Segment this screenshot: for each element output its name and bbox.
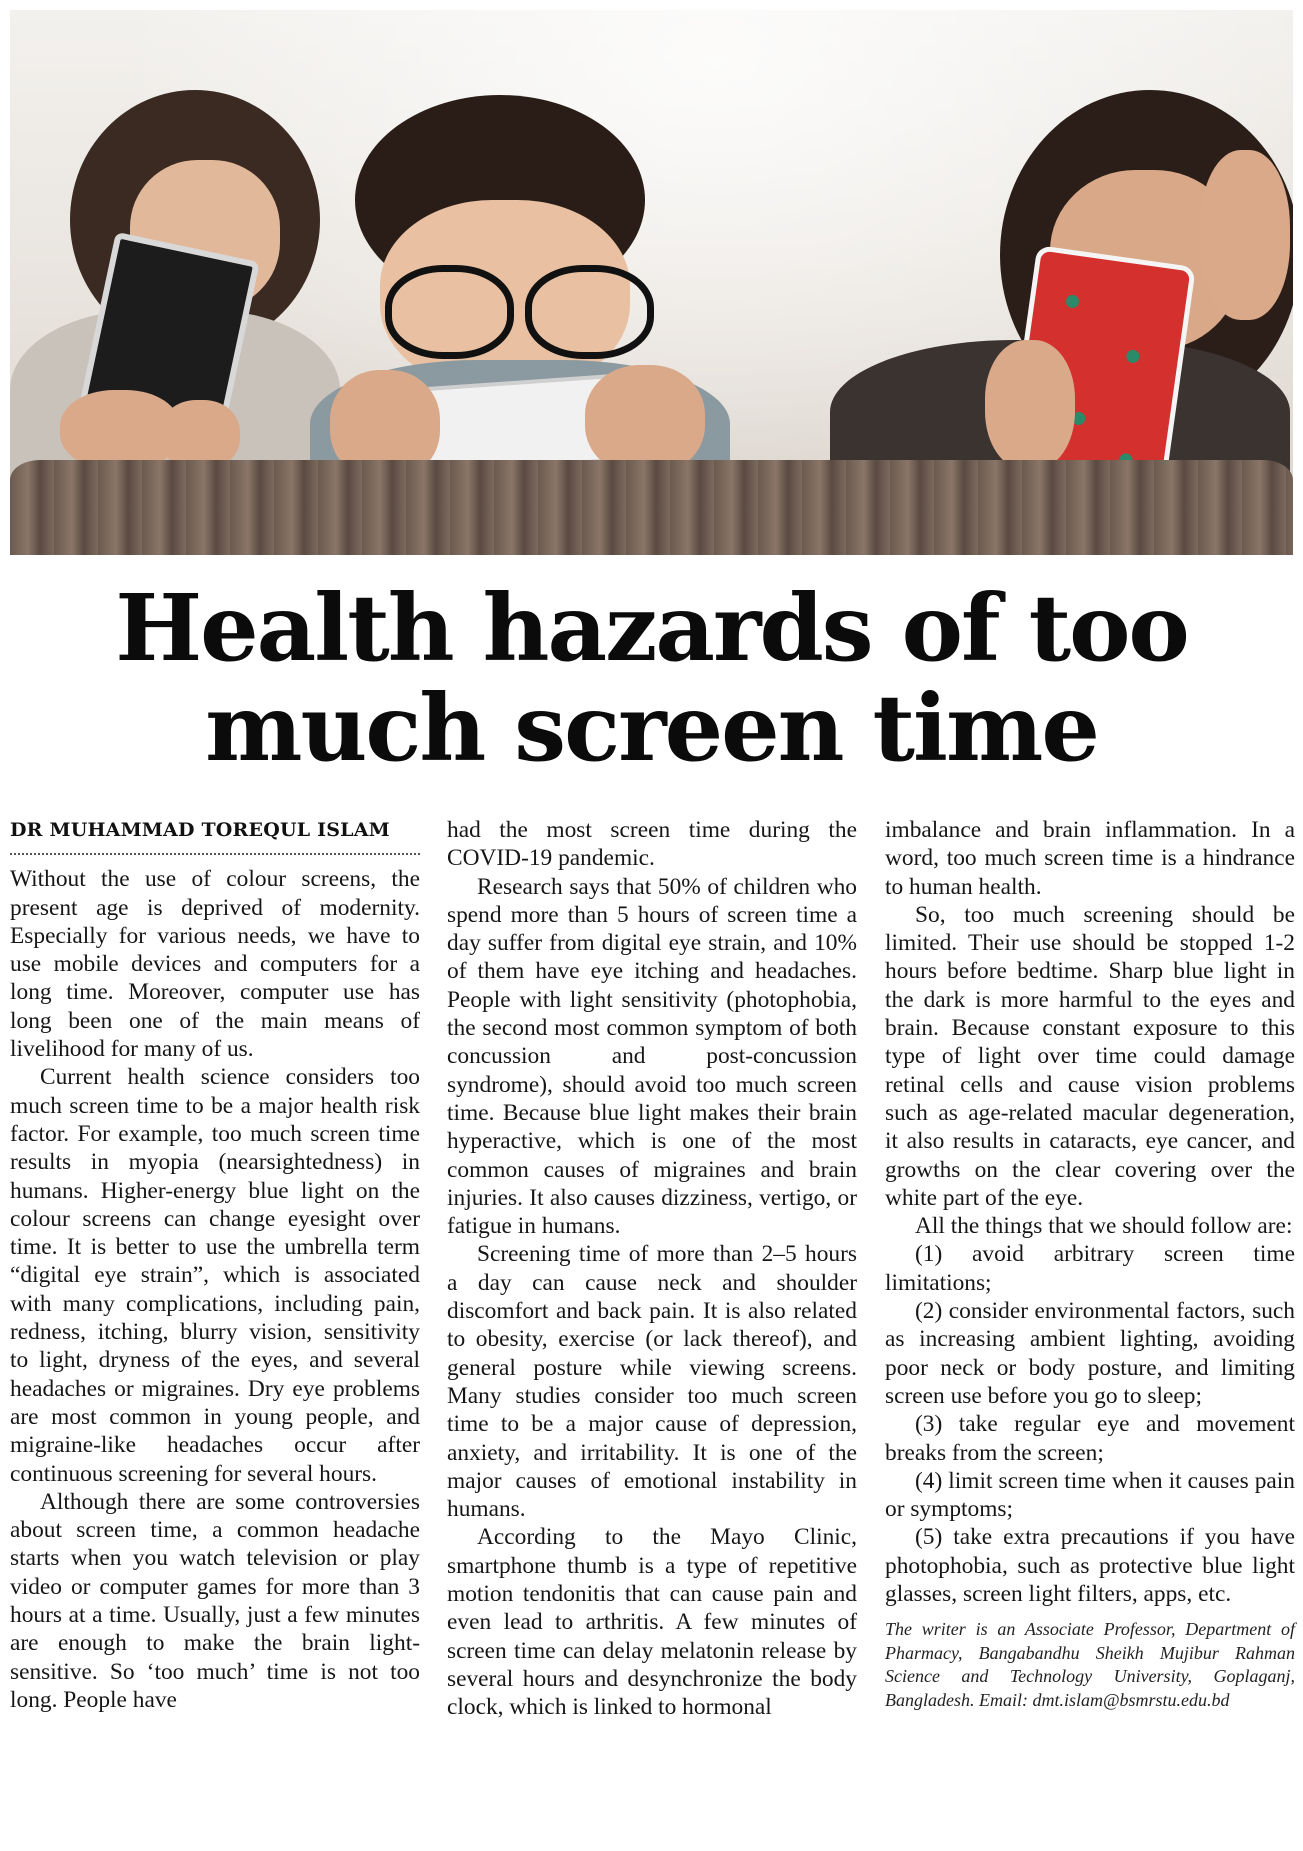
paragraph: Screening time of more than 2–5 hours a day can cause neck and shoulder discomfort and back pain. It is also related to obesity, exercise (or lack thereof), and general posture while viewing screens. Many studies consider too much screen time to be a major cause of depression, anxiety, and irritability. It is one of the major causes of emotional instability in humans. — [447, 1241, 857, 1523]
sofa-backrest — [10, 460, 1293, 555]
list-item: (1) avoid arbitrary screen time limitations; — [885, 1241, 1295, 1296]
article-column-3 — [885, 816, 1295, 1712]
hero-photo — [10, 10, 1293, 555]
paragraph: So, too much screening should be limited. Their use should be stopped 1-2 hours before bedtime. Sharp blue light in the dark is more harmful to the eyes and brain. Because constant exposure to this type of light over time could damage retinal cells and cause vision problems such as age-related macular degeneration, it also results in cataracts, eye cancer, and growths on the clear covering over the white part of the eye. — [885, 901, 1295, 1211]
list-item: (3) take regular eye and movement breaks from the screen; — [885, 1411, 1295, 1466]
headline-line-1: Health hazards of too — [115, 574, 1188, 682]
author-footnote: The writer is an Associate Professor, Department of Pharmacy, Bangabandhu Sheikh Mujibur Rahman Science and Technology University, Goplaganj, Bangladesh. Email: dmt.islam@bsmrstu.edu.bd — [885, 1619, 1295, 1710]
paragraph: Although there are some controversies about screen time, a common headache starts when you watch television or play video or computer games for more than 3 hours at a time. Usually, just a few minutes are enough to make the brain light-sensitive. So ‘too much’ time is not too long. People have — [10, 1488, 420, 1713]
paragraph: Research says that 50% of children who spend more than 5 hours of screen time a day suffer from digital eye strain, and 10% of them have eye itching and headaches. People with light sensitivity (photophobia, the second most common symptom of both concussion and post-concussion syndrome), should avoid too much screen time. Because blue light makes their brain hyperactive, which is one of the most common causes of migraines and brain injuries. It also causes dizziness, vertigo, or fatigue in humans. — [447, 873, 857, 1240]
headline-line-2: much screen time — [205, 674, 1098, 782]
byline: DR MUHAMMAD TOREQUL ISLAM — [10, 816, 420, 855]
paragraph: Without the use of colour screens, the present age is deprived of modernity. Especially for various needs, we have to use mobile devices and computers for a long time. Moreover, computer use has long been one of the main means of livelihood for many of us. — [10, 866, 420, 1063]
paragraph: had the most screen time during the COVID-19 pandemic. — [447, 817, 857, 872]
list-item: (4) limit screen time when it causes pain or symptoms; — [885, 1467, 1295, 1523]
paragraph: All the things that we should follow are: — [915, 1213, 1293, 1240]
paragraph: According to the Mayo Clinic, smartphone thumb is a type of repetitive motion tendonitis that can cause pain and even lead to arthritis. A few minutes of screen time can delay melatonin release by several hours and desynchronize the body clock, which is linked to hormonal — [447, 1524, 857, 1721]
list-item: (2) consider environmental factors, such as increasing ambient lighting, avoiding poor neck or body posture, and limiting screen use before you go to sleep; — [885, 1298, 1295, 1409]
article-column-1 — [10, 816, 420, 1714]
article-headline — [0, 574, 1303, 782]
list-item: (5) take extra precautions if you have photophobia, such as protective blue light glasses, screen light filters, apps, etc. — [885, 1524, 1295, 1608]
paragraph: Current health science considers too much screen time to be a major health risk factor. For example, too much screen time results in myopia (nearsightedness) in humans. Higher-energy blue light on the colour screens can change eyesight over time. It is better to use the umbrella term “digital eye strain”, which is associated with many complications, including pain, redness, itching, blurry vision, sensitivity to light, dryness of the eyes, and several headaches or migraines. Dry eye problems are most common in young people, and migraine-like headaches occur after continuous screening for several hours. — [10, 1064, 420, 1487]
article-column-2 — [447, 816, 857, 1722]
paragraph: imbalance and brain inflammation. In a word, too much screen time is a hindrance to human health. — [885, 817, 1295, 900]
